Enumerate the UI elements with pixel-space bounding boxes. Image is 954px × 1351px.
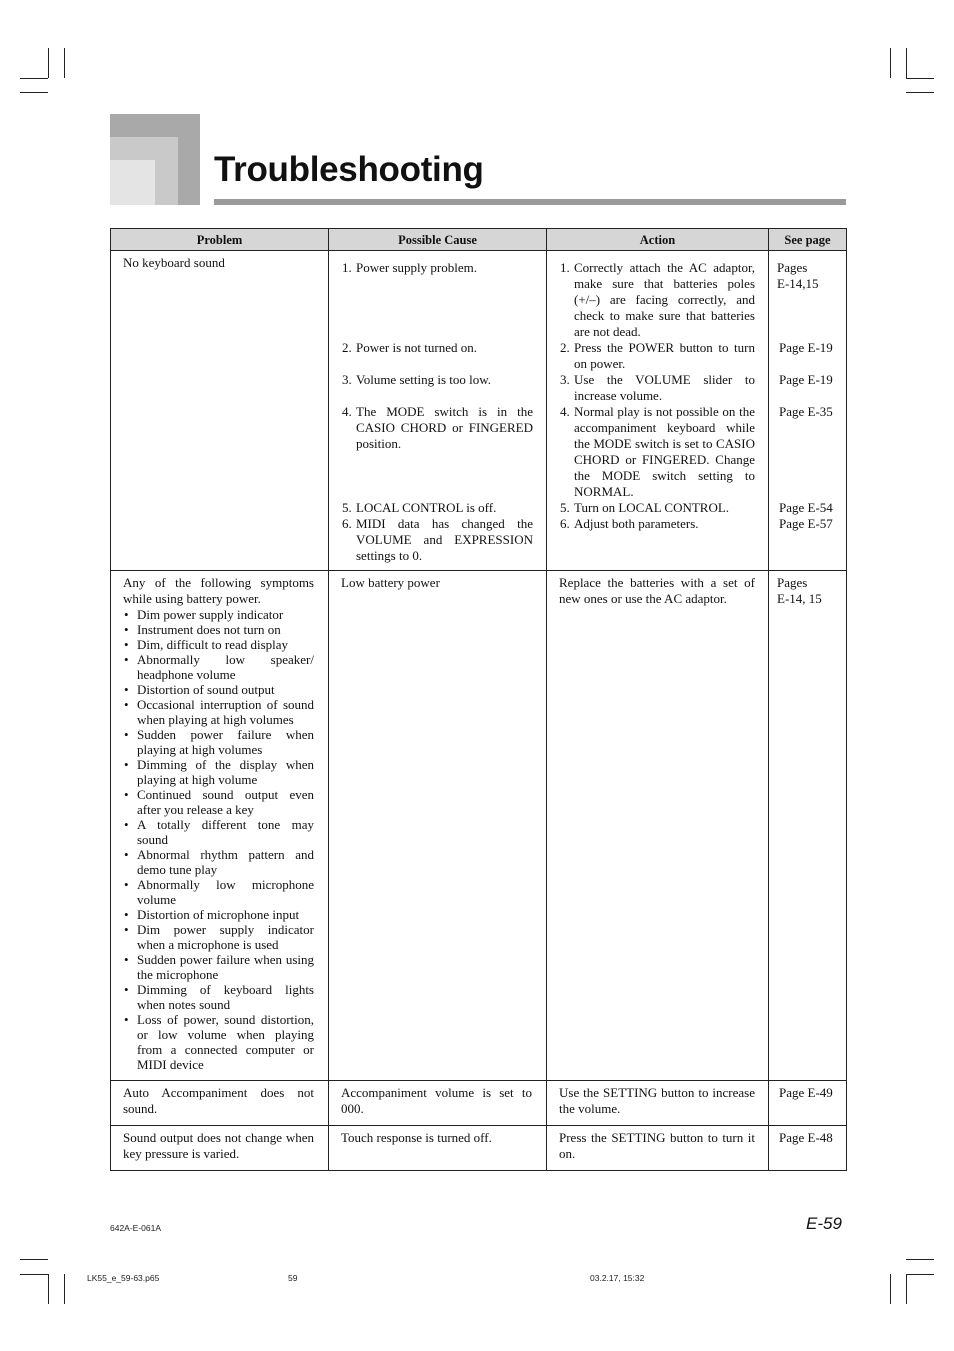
- symptom-item: • Abnormal rhythm pattern and demo tune play: [123, 847, 314, 877]
- action-cell: [547, 1081, 769, 1126]
- cause-cell: [329, 251, 547, 571]
- page-ref: Pages E-14,15: [777, 260, 819, 291]
- table-header-row: [111, 229, 847, 251]
- cause-cell: [329, 1081, 547, 1126]
- list-item: 6. MIDI data has changed the VOLUME and EXPRESSION settings to 0.: [342, 516, 533, 563]
- cause-text: Touch response is turned off.: [341, 1130, 492, 1145]
- symptom-list: [123, 607, 314, 1072]
- symptom-item: • Dim power supply indicator when a microphone is used: [123, 922, 314, 952]
- sheet-number: 59: [288, 1273, 298, 1283]
- list-item: 6. Adjust both parameters.: [560, 516, 699, 531]
- symptom-item: • Abnormally low speaker/ headphone volume: [123, 652, 314, 682]
- title-rule: [214, 199, 846, 205]
- list-item: 1. Correctly attach the AC adaptor, make sure that batteries poles (+/–) are facing correctly, and check to make sure that batteries are not dead.: [560, 260, 755, 339]
- page-ref: Page E-19: [779, 340, 833, 355]
- symptom-item: • Dimming of the display when playing at high volume: [123, 757, 314, 787]
- list-item: 2. Power is not turned on.: [342, 340, 477, 355]
- cause-list: [329, 251, 546, 570]
- symptom-item: • Loss of power, sound distortion, or low volume when playing from a connected computer or MIDI device: [123, 1012, 314, 1072]
- symptom-item: • Abnormally low microphone volume: [123, 877, 314, 907]
- list-item: 1. Power supply problem.: [342, 260, 477, 275]
- symptom-item: • Occasional interruption of sound when playing at high volumes: [123, 697, 314, 727]
- header-problem: Problem: [111, 229, 329, 251]
- page-cell: [769, 1081, 847, 1126]
- list-item: 5. Turn on LOCAL CONTROL.: [560, 500, 730, 515]
- problem-cell: [111, 1081, 329, 1126]
- page-ref: Page E-19: [779, 372, 833, 387]
- problem-text: No keyboard sound: [123, 255, 225, 270]
- page-cell: [769, 571, 847, 1081]
- section-header-graphic: [110, 114, 200, 205]
- symptom-item: • Dim power supply indicator: [123, 607, 314, 622]
- document-code: 642A-E-061A: [110, 1223, 162, 1233]
- action-cell: [547, 1126, 769, 1171]
- symptom-item: • Dim, difficult to read display: [123, 637, 314, 652]
- list-item: 3. Use the VOLUME slider to increase volume.: [560, 372, 755, 403]
- action-list: [547, 251, 768, 538]
- page-cell: [769, 1126, 847, 1171]
- symptom-item: • Instrument does not turn on: [123, 622, 314, 637]
- table-row: [111, 1081, 847, 1126]
- problem-cell: [111, 1126, 329, 1171]
- list-item: 3. Volume setting is too low.: [342, 372, 492, 387]
- header-see-page: See page: [769, 229, 847, 251]
- problem-text: Auto Accompaniment does not sound.: [123, 1085, 314, 1116]
- problem-cell: [111, 571, 329, 1081]
- cause-text: Low battery power: [341, 575, 440, 590]
- header-action: Action: [547, 229, 769, 251]
- symptom-item: • A totally different tone may sound: [123, 817, 314, 847]
- symptom-item: • Continued sound output even after you release a key: [123, 787, 314, 817]
- symptom-item: • Dimming of keyboard lights when notes sound: [123, 982, 314, 1012]
- page-ref: Page E-49: [779, 1085, 833, 1100]
- header-possible-cause: Possible Cause: [329, 229, 547, 251]
- action-cell: [547, 571, 769, 1081]
- symptom-item: • Sudden power failure when using the microphone: [123, 952, 314, 982]
- page-title: Troubleshooting: [214, 150, 484, 189]
- page-refs: [769, 251, 846, 538]
- troubleshooting-table: [110, 228, 847, 1171]
- page-ref: Page E-57: [779, 516, 833, 531]
- page-ref: Page E-54: [779, 500, 833, 515]
- page-cell: [769, 251, 847, 571]
- list-item: 2. Press the POWER button to turn on power.: [560, 340, 755, 371]
- action-text: Use the SETTING button to increase the volume.: [559, 1085, 755, 1116]
- symptom-item: • Sudden power failure when playing at high volumes: [123, 727, 314, 757]
- list-item: 4. Normal play is not possible on the accompaniment keyboard while the MODE switch is set to CASIO CHORD or FINGERED. Change the MODE switch setting to NORMAL.: [560, 404, 755, 499]
- problem-cell: [111, 251, 329, 571]
- print-timestamp: 03.2.17, 15:32: [590, 1273, 645, 1283]
- table-row: [111, 571, 847, 1081]
- list-item: 4. The MODE switch is in the CASIO CHORD or FINGERED position.: [342, 404, 533, 451]
- file-name: LK55_e_59-63.p65: [87, 1273, 160, 1283]
- problem-text: Sound output does not change when key pressure is varied.: [123, 1130, 314, 1161]
- cause-text: Accompaniment volume is set to 000.: [341, 1085, 532, 1116]
- cause-cell: [329, 571, 547, 1081]
- page-number: E-59: [806, 1214, 842, 1233]
- table-row: [111, 1126, 847, 1171]
- action-text: Press the SETTING button to turn it on.: [559, 1130, 755, 1161]
- symptom-item: • Distortion of sound output: [123, 682, 314, 697]
- page-ref: Pages E-14, 15: [777, 575, 822, 606]
- page-ref: Page E-35: [779, 404, 833, 419]
- cause-cell: [329, 1126, 547, 1171]
- symptom-item: • Distortion of microphone input: [123, 907, 314, 922]
- page-ref: Page E-48: [779, 1130, 833, 1145]
- action-text: Replace the batteries with a set of new ones or use the AC adaptor.: [559, 575, 755, 606]
- action-cell: [547, 251, 769, 571]
- list-item: 5. LOCAL CONTROL is off.: [342, 500, 497, 515]
- table-row: [111, 251, 847, 571]
- problem-text: Any of the following symptoms while using battery power.: [123, 575, 314, 606]
